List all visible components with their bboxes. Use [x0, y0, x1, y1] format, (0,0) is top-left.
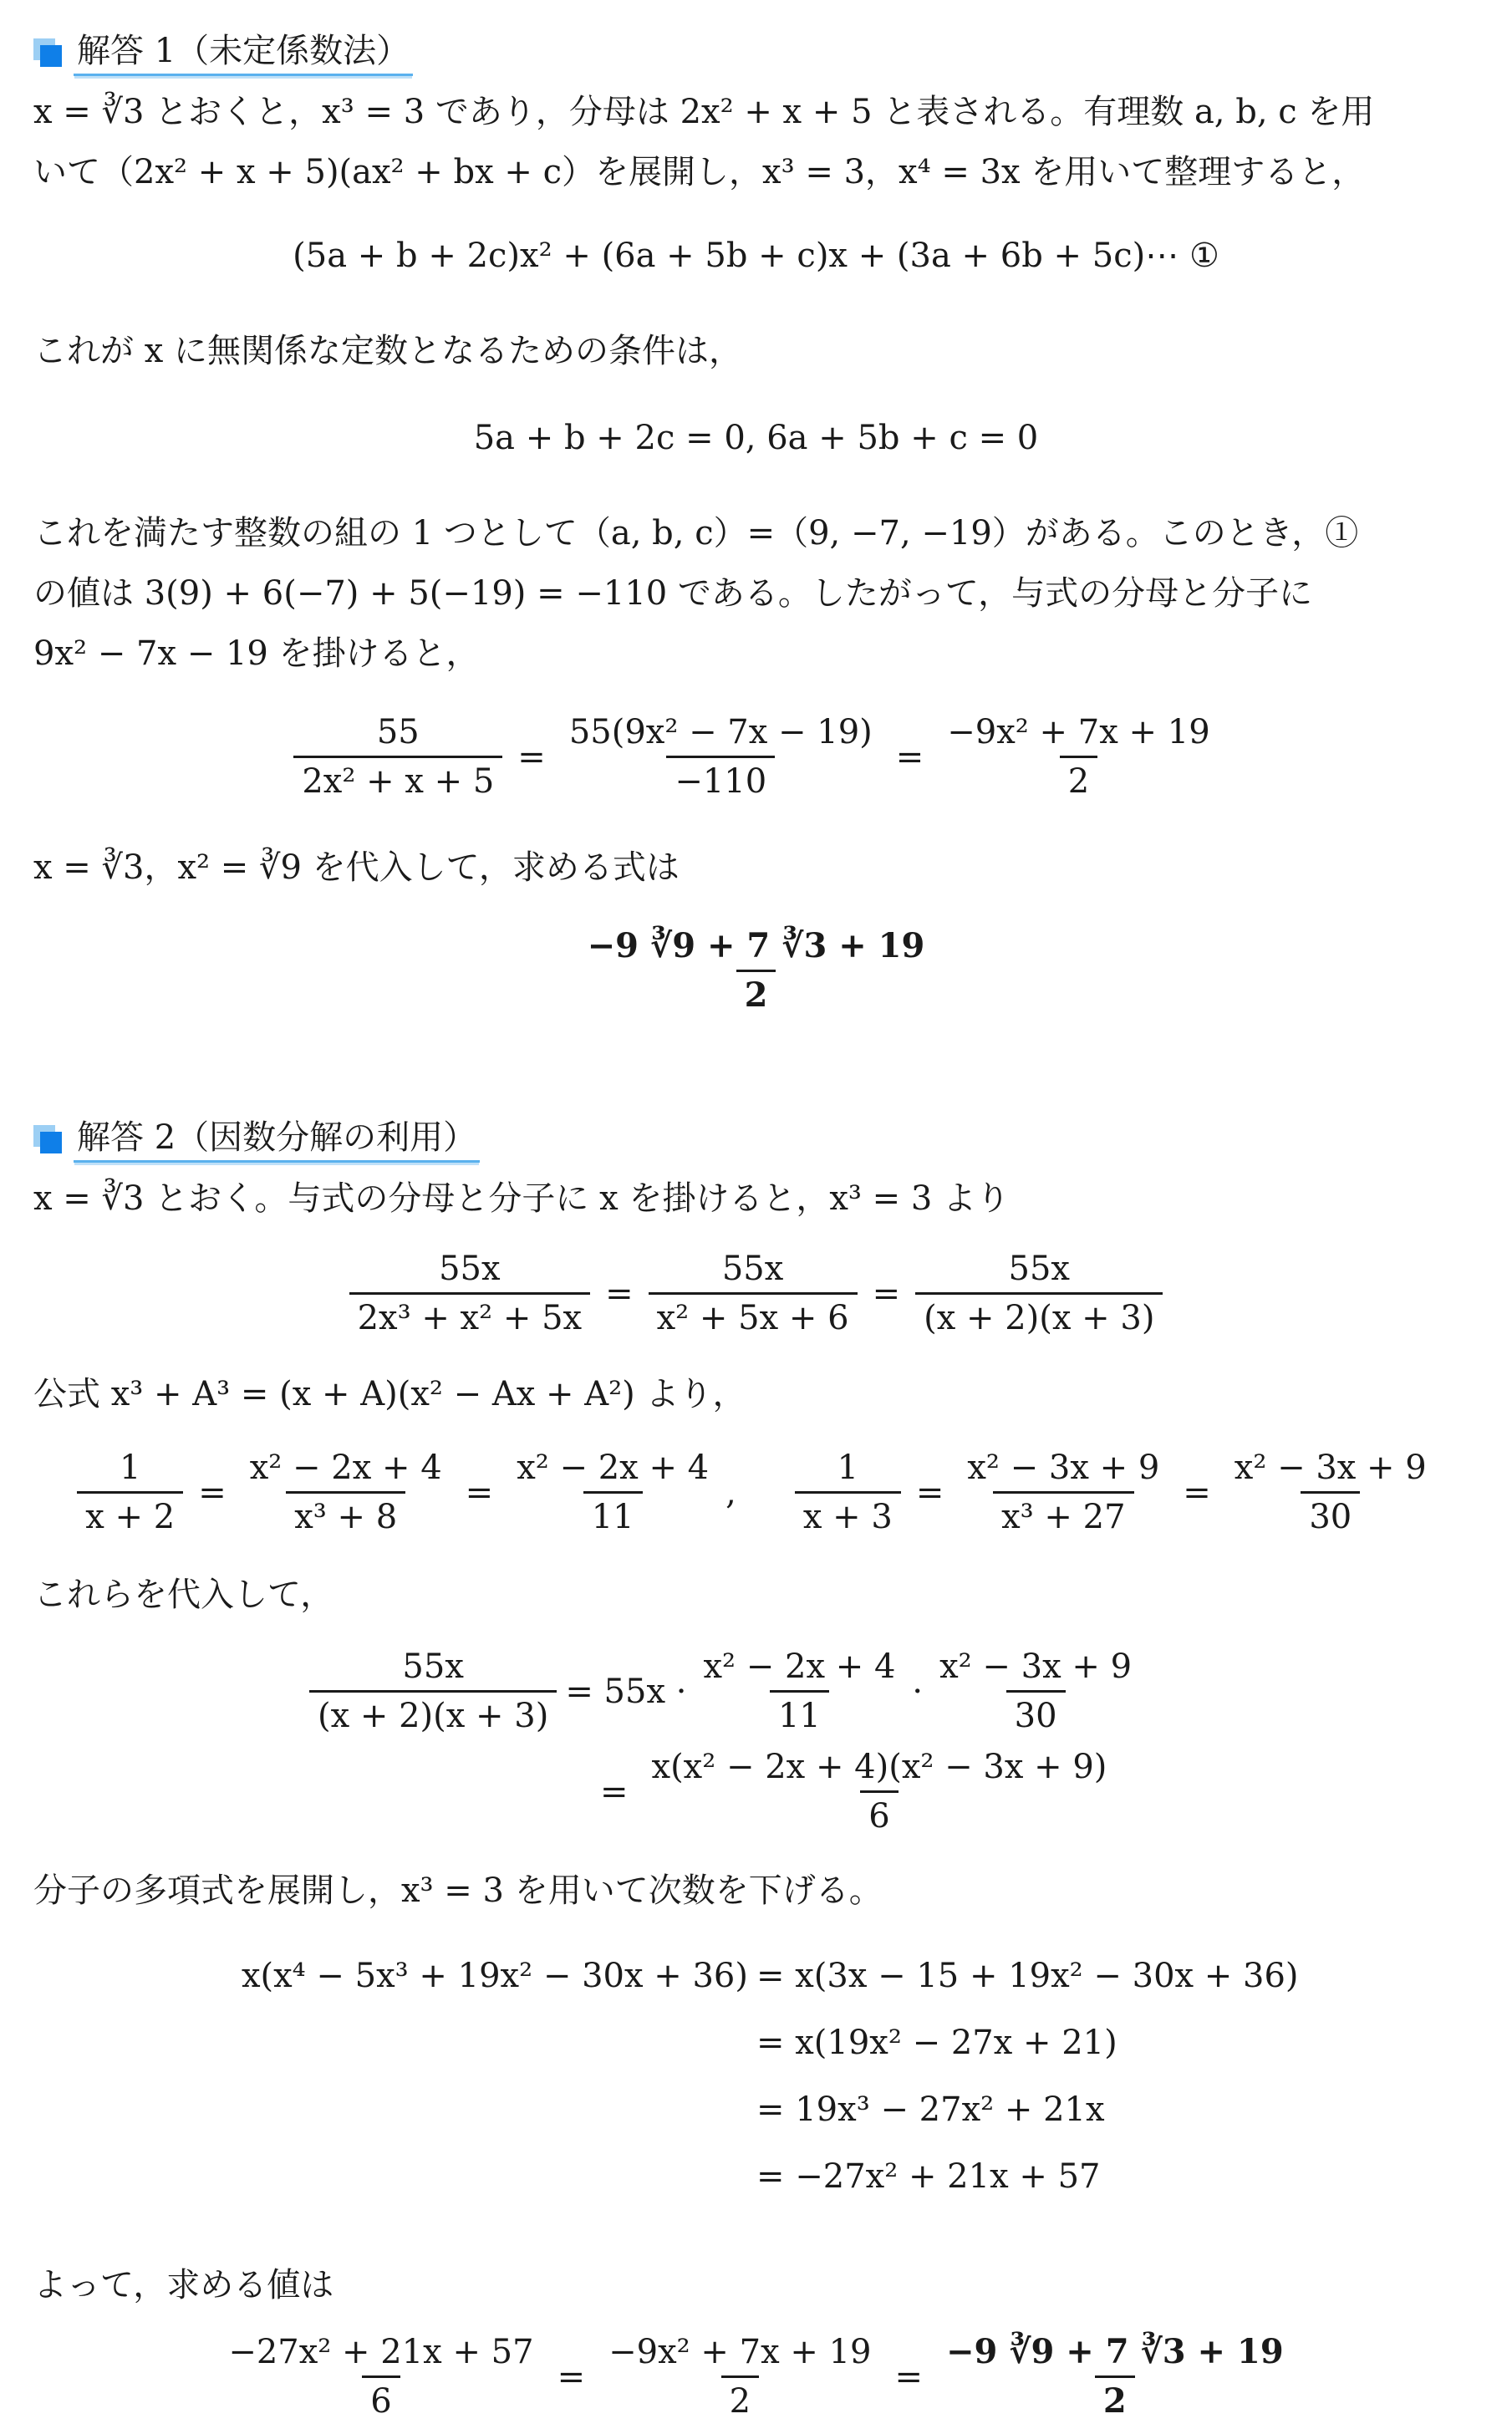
s1-fraction-chain: $\frac{55}{\text{2x² + x + 5}}$ = $\frac{\text{55(9x² − 7x − 19)}}{-110}$ = $\frac{\text{−9x² + 7x + 19}}{2}$ [0, 712, 1512, 804]
fraction: $\frac{\text{55(9x² − 7x − 19)}}{-110}$ [568, 713, 873, 801]
fraction: $\frac{55x}{(x + 2)(x + 3)}$ [309, 1647, 557, 1736]
fraction: $\frac{\text{−9x² + 7x + 19}}{2}$ [947, 713, 1210, 801]
fraction: $\frac{55x}{\text{x² + 5x + 6}}$ [649, 1249, 858, 1338]
fraction: $\frac{\text{−27x² + 21x + 57}}{6}$ [228, 2333, 534, 2421]
s2-paragraph-line: 分子の多項式を展開し，x³ = 3 を用いて次数を下げる。 [33, 1871, 883, 1910]
s1-equation-2: 5a + b + 2c = 0, 6a + 5b + c = 0 [473, 419, 1039, 457]
s2-substitution-row-1: $\frac{55x}{(x + 2)(x + 3)}$ = 55x · $\frac{\text{x² − 2x + 4}}{11}$ · $\frac{\text{x² − 3x + 9}}{30}$ [301, 1647, 1148, 1739]
fraction: $\frac{\text{x² − 3x + 9}}{\text{x³ + 27}}$ [967, 1449, 1160, 1536]
fraction: $\frac{55x}{\text{2x³ + x² + 5x}}$ [349, 1249, 591, 1338]
fraction: $\frac{\text{x² − 2x + 4}}{11}$ [517, 1449, 710, 1536]
s2-fraction-chain-1: $\frac{55x}{\text{2x³ + x² + 5x}}$ = $\frac{55x}{\text{x² + 5x + 6}}$ = $\frac{55x}{(x + 2)(x + 3)}$ [0, 1249, 1512, 1341]
s2-expansion [201, 1943, 1299, 2210]
s1-paragraph-line: これが x に無関係な定数となるための条件は， [33, 332, 742, 370]
square-icon [33, 1125, 62, 1153]
fraction: $\frac{\text{x² − 2x + 4}}{\text{x³ + 8}}$ [249, 1449, 442, 1536]
s1-paragraph-line: これを満たす整数の組の 1 つとして（a, b, c）=（9, −7, −19）がある。このとき，① [33, 514, 1359, 552]
s1-equation-1: (5a + b + 2c)x² + (6a + 5b + c)x + (3a + 6b + 5c)⋯ ① [293, 237, 1219, 275]
section2-title: 解答 2（因数分解の利用） [74, 1115, 480, 1163]
fraction: $\frac{55}{\text{2x² + x + 5}}$ [293, 712, 502, 802]
expansion-left: x(x⁴ − 5x³ + 19x² − 30x + 36) [241, 1957, 748, 1995]
fraction: $\frac{\text{−9x² + 7x + 19}}{2}$ [608, 2333, 872, 2421]
s1-paragraph-line: 9x² − 7x − 19 を掛けると， [33, 634, 480, 673]
s2-paragraph-line: x = ∛3 とおく。与式の分母と分子に x を掛けると，x³ = 3 より [33, 1179, 1011, 1218]
s1-paragraph-line: x = ∛3 とおくと，x³ = 3 であり，分母は 2x² + x + 5 と表される。有理数 a, b, c を用 [33, 93, 1375, 131]
fraction: $\frac{55x}{(x + 2)(x + 3)}$ [915, 1249, 1163, 1338]
fraction: $\frac{\text{x(x² − 2x + 4)(x² − 3x + 9)}}{6}$ [651, 1748, 1107, 1836]
section2-heading [33, 1115, 1479, 1163]
expansion-step: = −27x² + 21x + 57 [756, 2157, 1101, 2196]
s2-substitution-row-2: = $\frac{\text{x(x² − 2x + 4)(x² − 3x + 9)}}{6}$ [593, 1747, 1123, 1839]
square-icon [33, 38, 62, 67]
s2-paragraph-line: よって，求める値は [33, 2266, 334, 2304]
expansion-step: = x(3x − 15 + 19x² − 30x + 36) [756, 1957, 1299, 1995]
section1-title: 解答 1（未定係数法） [74, 28, 413, 76]
s2-fraction-chain-2: $\frac{1}{x + 2}$ = $\frac{\text{x² − 2x + 4}}{\text{x³ + 8}}$ = $\frac{\text{x² − 2x + 4}}{11}$ , $\frac{1}{x + 3}$ = $\frac{\text{x² − 3x + 9}}{\text{x³ + 27}}$ = $\frac{\text{x² − 3x + 9}}{30}$ [0, 1448, 1512, 1540]
fraction: $\frac{1}{x + 2}$ [77, 1448, 183, 1537]
s1-answer [0, 926, 1512, 1018]
s2-final-chain: $\frac{\text{−27x² + 21x + 57}}{6}$ = $\frac{\text{−9x² + 7x + 19}}{2}$ = $\frac{-9 ∛9 + 7 ∛3 + 19}{2}$ [0, 2332, 1512, 2424]
answer-fraction: $\frac{-9 ∛9 + 7 ∛3 + 19}{2}$ [587, 926, 925, 1015]
product-prefix: = 55x · [565, 1672, 687, 1711]
answer-fraction: $\frac{-9 ∛9 + 7 ∛3 + 19}{2}$ [945, 2332, 1284, 2421]
s1-paragraph-line: いて（2x² + x + 5)(ax² + bx + c）を展開し，x³ = 3，x⁴ = 3x を用いて整理すると， [33, 153, 1366, 191]
fraction: $\frac{1}{x + 3}$ [795, 1448, 901, 1537]
s2-paragraph-line: 公式 x³ + A³ = (x + A)(x² − Ax + A²) より， [33, 1375, 746, 1413]
section1-heading [33, 28, 1479, 76]
expansion-step: = x(19x² − 27x + 21) [756, 2024, 1117, 2062]
s1-paragraph-line: の値は 3(9) + 6(−7) + 5(−19) = −110 である。したがって，与式の分母と分子に [33, 574, 1313, 613]
fraction: $\frac{\text{x² − 2x + 4}}{11}$ [703, 1647, 896, 1735]
expansion-step: = 19x³ − 27x² + 21x [756, 2090, 1105, 2129]
s1-paragraph-line: x = ∛3，x² = ∛9 を代入して，求める式は [33, 848, 680, 887]
s2-paragraph-line: これらを代入して， [33, 1576, 334, 1614]
fraction: $\frac{\text{x² − 3x + 9}}{30}$ [939, 1647, 1133, 1735]
fraction: $\frac{\text{x² − 3x + 9}}{30}$ [1234, 1449, 1427, 1536]
